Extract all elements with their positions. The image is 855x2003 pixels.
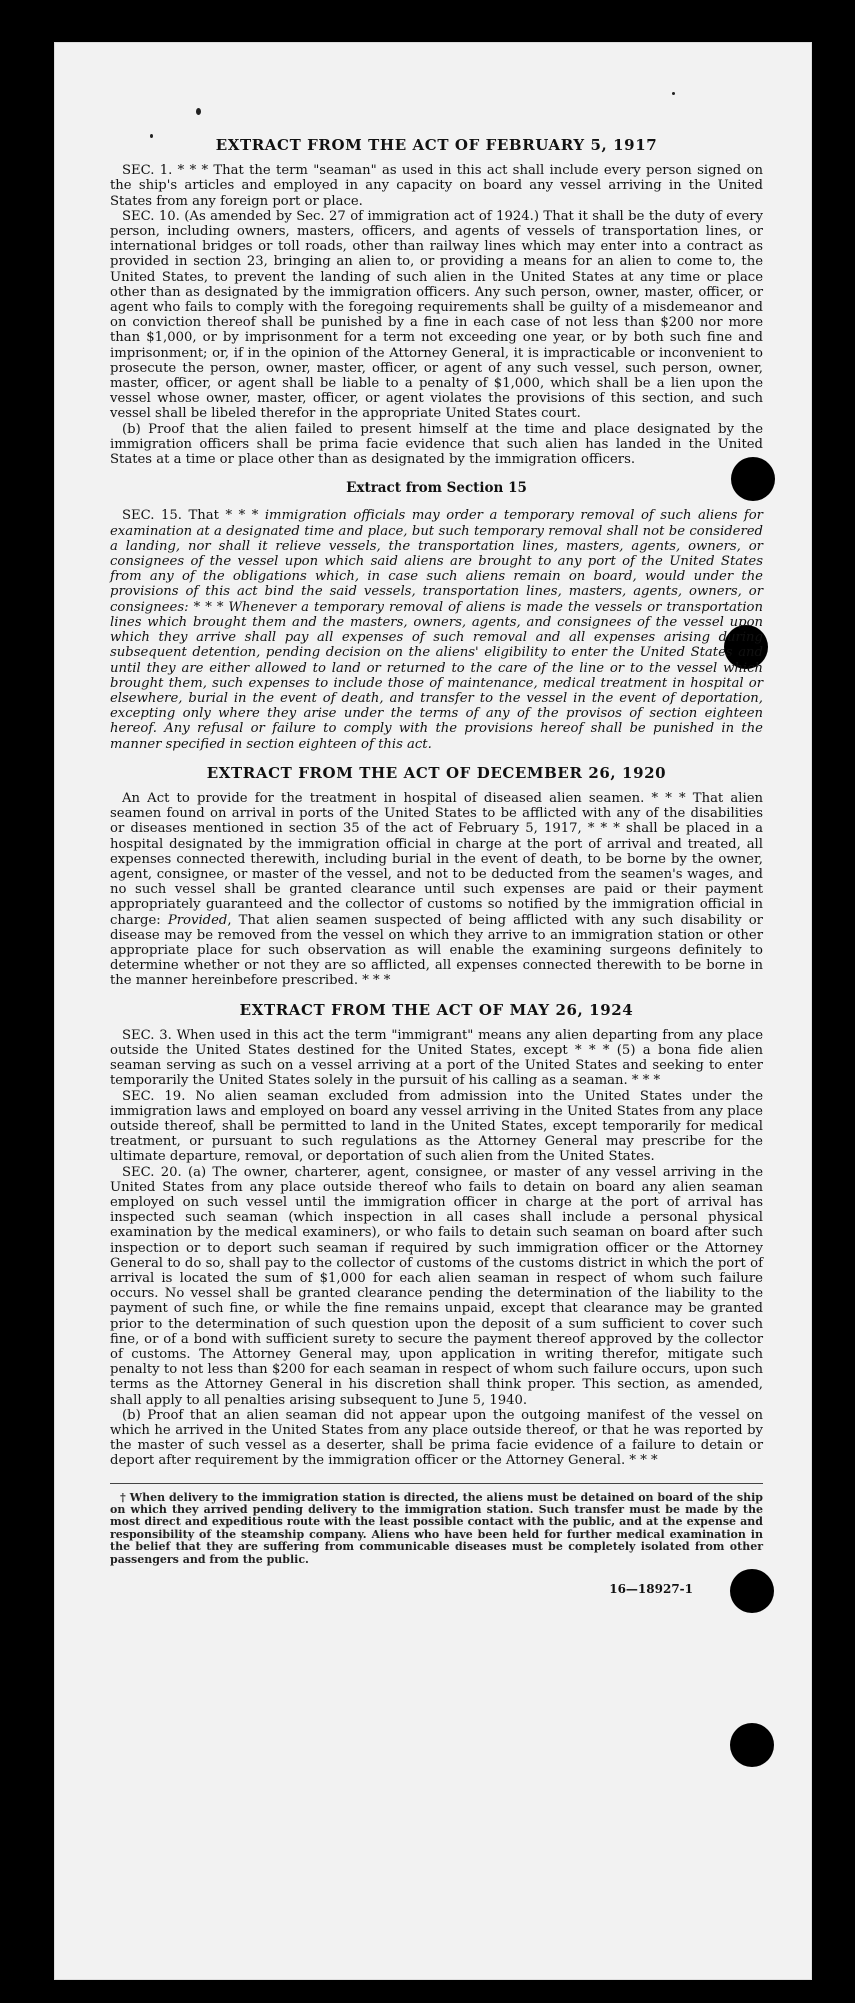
paragraph-sec10: SEC. 10. (As amended by Sec. 27 of immigration act of 1924.) That it shall be the duty of every person, including owners, masters, officers, and agents of vessels of transportation lines, or international bridges or toll roads, other than railway lines which may enter into a contract as provided in section 23, bringing an alien to, or providing a means for an alien to come to, the United States, to prevent the landing of such alien in the United States at any time or place other than as designated by the immigration officers. Any such person, owner, master, officer, or agent who fails to comply with the foregoing requirements shall be guilty of a misdemeanor and on conviction thereof shall be punished by a fine in each case of not less than $200 nor more than $1,000, or by imprisonment for a term not exceeding one year, or by both such fine and imprisonment; or, if in the opinion of the Attorney General, it is impracticable or inconvenient to prosecute the person, owner, master, officer, or agent of any such vessel, such person, owner, master, officer, or agent shall be liable to a penalty of $1,000, which shall be a lien upon the vessel whose owner, master, officer, or agent violates the provisions of this section, and such vessel shall be libeled therefor in the appropriate United States court. <box>110 208 763 422</box>
section-act-1920 <box>110 791 763 989</box>
section-act-1917 <box>110 163 763 467</box>
p1920-part-a: An Act to provide for the treatment in hospital of diseased alien seamen. * * * That alien seamen found on arrival in ports of the United States to be afflicted with any of the disabilities or diseases mentioned in section 35 of the act of February 5, 1917, * * * shall be placed in a hospital designated by the immigration official in charge at the port of arrival and treated, all expenses connected therewith, including burial in the event of death, to be borne by the owner, agent, consignee, or master of the vessel, and not to be deducted from the seamen's wages, and no such vessel shall be granted clearance until such expenses are paid or their payment appropriately guaranteed and the collector of customs so notified by the immigration official in charge: <box>110 790 763 928</box>
heading-act-1917: EXTRACT FROM THE ACT OF FEBRUARY 5, 1917 <box>215 136 658 154</box>
paragraph-sec19: SEC. 19. No alien seaman excluded from admission into the United States under the immigration laws and employed on board any vessel arriving in the United States from any place outside thereof, shall be permitted to land in the United States, except temporarily for medical treatment, or pursuant to such regulations as the Attorney General may prescribe for the ultimate departure, removal, or deportation of such alien from the United States. <box>110 1088 763 1165</box>
form-number: 16—18927-1 <box>609 1582 693 1597</box>
paragraph-sec15 <box>110 508 763 751</box>
paragraph-sec20-b: (b) Proof that an alien seaman did not appear upon the outgoing manifest of the vessel on which he arrived in the United States from any place outside thereof, or that he was reported by the master of such vessel as a deserter, shall be prima facie evidence of a failure to detain or deport after requirement by the immigration officer or the Attorney General. * * * <box>110 1407 763 1469</box>
document-content <box>110 138 763 1597</box>
heading-section-15: Extract from Section 15 <box>346 480 527 497</box>
paragraph-sec10-b: (b) Proof that the alien failed to present himself at the time and place designated by the immigration officers shall be prima facie evidence that such alien has landed in the United States at a time or place other than as designated by the immigration officers. <box>110 421 763 468</box>
paragraph-1920 <box>110 791 763 989</box>
paragraph-sec3: SEC. 3. When used in this act the term "immigrant" means any alien departing from any place outside the United States destined for the United States, except * * * (5) a bona fide alien seaman serving as such on a vessel arriving at a port of the United States and seeking to enter temporarily the United States solely in the pursuit of his calling as a seaman. * * * <box>110 1027 763 1089</box>
sec15-text: immigration officials may order a temporary removal of such aliens for examination at a designated time and place, but such temporary removal shall not be considered a landing, nor shall it relieve vessels, the transportation lines, masters, agents, owners, or consignees of the vessel upon which said aliens are brought to any port of the United States from any of the obligations which, in case such aliens remain on board, would under the provisions of this act bind the said vessels, transportation lines, masters, agents, owners, or consignees: * * * Whenever a temporary removal of aliens is made the vessels or transportation lines which brought them and the masters, owners, agents, and consignees of the vessel upon which they arrive shall pay all expenses of such removal and all expenses arising during subsequent detention, pending decision on the aliens' eligibility to enter the United States and until they are either allowed to land or returned to the care of the line or to the vessel which brought them, such expenses to include those of maintenance, medical treatment in hospital or elsewhere, burial in the event of death, and transfer to the vessel in the event of deportation, excepting only where they arise under the terms of any of the provisos of section eighteen hereof. Any refusal or failure to comply with the provisions hereof shall be punished in the manner specified in section eighteen of this act. <box>110 508 763 752</box>
paper-speck <box>196 108 201 115</box>
section-15 <box>110 508 763 751</box>
heading-act-1920: EXTRACT FROM THE ACT OF DECEMBER 26, 1920 <box>206 763 667 782</box>
heading-act-1924: EXTRACT FROM THE ACT OF MAY 26, 1924 <box>239 1000 634 1019</box>
punch-hole <box>730 1723 774 1767</box>
sec15-intro: SEC. 15. That * * * <box>122 508 265 524</box>
paragraph-sec20-a: SEC. 20. (a) The owner, charterer, agent, consignee, or master of any vessel arriving in the United States from any place outside thereof who fails to detain on board any alien seaman employed on such vessel until the immigration officer in charge at the port of arrival has inspected such seaman (which inspection in all cases shall include a personal physical examination by the medical examiners), or who fails to detain such seaman on board after such inspection or to deport such seaman if required by such immigration officer or the Attorney General to do so, shall pay to the collector of customs of the customs district in which the port of arrival is located the sum of $1,000 for each alien seaman in respect of whom such failure occurs. No vessel shall be granted clearance pending the determination of the liability to the payment of such fine, or while the fine remains unpaid, except that clearance may be granted prior to the determination of such question upon the deposit of a sum sufficient to cover such fine, or of a bond with sufficient surety to secure the payment thereof approved by the collector of customs. The Attorney General may, upon application in writing therefor, mitigate such penalty to not less than $200 for each seaman in respect of whom such failure occurs, upon such terms as the Attorney General in his discretion shall think proper. This section, as amended, shall apply to all penalties arising subsequent to June 5, 1940. <box>110 1164 763 1408</box>
footnote <box>110 1483 763 1566</box>
p1920-provided: Provided <box>167 912 228 928</box>
paragraph-sec1: SEC. 1. * * * That the term "seaman" as used in this act shall include every person signed on the ship's articles and employed in any capacity on board any vessel arriving in the United States from any foreign port or place. <box>110 163 763 209</box>
p1920-part-b: , That alien seamen suspected of being afflicted with any such disability or disease may be removed from the vessel on which they arrive to an immigration station or other appropriate place for such observation as will enable the examining surgeons definitely to determine whether or not they are so afflicted, all expenses connected therewith to be borne in the manner hereinbefore prescribed. * * * <box>110 912 763 989</box>
paper-speck <box>672 92 675 95</box>
footnote-text: † When delivery to the immigration station is directed, the aliens must be detained on board of the ship on which they arrived pending delivery to the immigration station. Such transfer must be made by the most direct and expeditious route with the least possible contact with the public, and at the expense and responsibility of the steamship company. Aliens who have been held for further medical examination in the belief that they are suffering from communicable diseases must be completely isolated from other passengers and from the public. <box>110 1490 763 1566</box>
document-page <box>54 42 812 1980</box>
section-act-1924 <box>110 1028 763 1469</box>
